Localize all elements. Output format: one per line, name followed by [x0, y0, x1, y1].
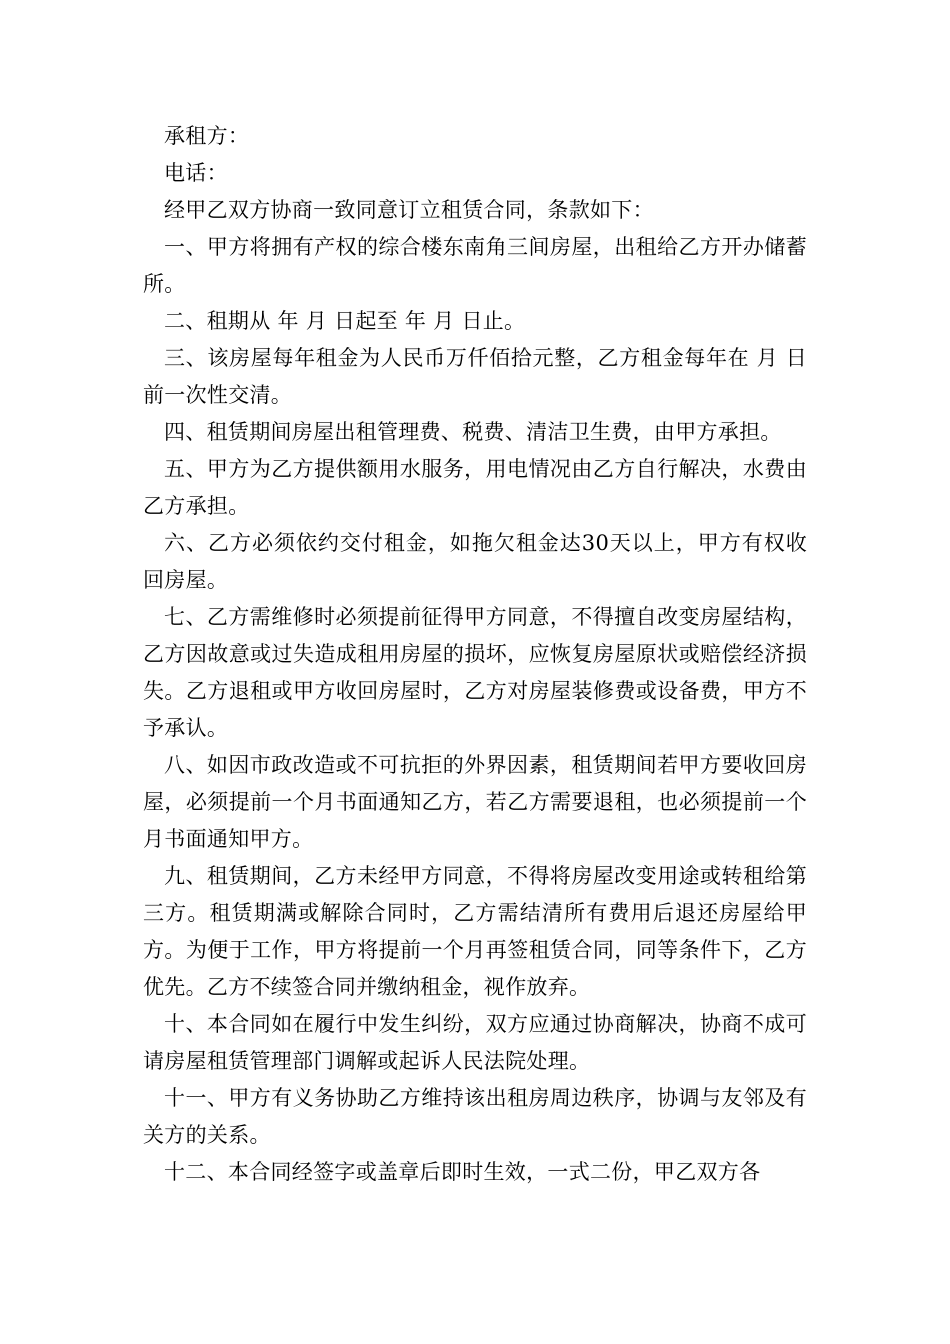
clause-12: 十二、本合同经签字或盖章后即时生效，一式二份，甲乙双方各: [164, 1160, 761, 1184]
clause-2: 二、租期从 年 月 日起至 年 月 日止。: [164, 309, 526, 333]
clause-8: 八、如因市政改造或不可抗拒的外界因素，租赁期间若甲方要收回房屋，必须提前一个月书面通知乙方，若乙方需要退租，也必须提前一个月书面通知甲方。: [143, 753, 807, 851]
phone-line: 电话：: [164, 161, 228, 185]
clause-3: 三、该房屋每年租金为人民币万仟佰拾元整，乙方租金每年在 月 日前一次性交清。: [143, 346, 807, 407]
clause-7: 七、乙方需维修时必须提前征得甲方同意，不得擅自改变房屋结构，乙方因故意或过失造成租用房屋的损坏，应恢复房屋原状或赔偿经济损失。乙方退租或甲方收回房屋时，乙方对房屋装修费或设备费，甲方不予承认。: [143, 605, 807, 740]
clause-6: 六、乙方必须依约交付租金，如拖欠租金达30天以上，甲方有权收回房屋。: [143, 531, 807, 592]
clause-1: 一、甲方将拥有产权的综合楼东南角三间房屋，出租给乙方开办储蓄所。: [143, 235, 807, 296]
clause-10: 十、本合同如在履行中发生纠纷，双方应通过协商解决，协商不成可请房屋租赁管理部门调解或起诉人民法院处理。: [143, 1012, 807, 1073]
clause-11: 十一、甲方有义务协助乙方维持该出租房周边秩序，协调与友邻及有关方的关系。: [143, 1086, 807, 1147]
intro-paragraph: 经甲乙双方协商一致同意订立租赁合同，条款如下：: [164, 198, 654, 222]
clause-9: 九、租赁期间，乙方未经甲方同意，不得将房屋改变用途或转租给第三方。租赁期满或解除合同时，乙方需结清所有费用后退还房屋给甲方。为便于工作，甲方将提前一个月再签租赁合同，同等条件下，乙方优先。乙方不续签合同并缴纳租金，视作放弃。: [143, 864, 807, 999]
document-body: [143, 118, 807, 1191]
clause-5: 五、甲方为乙方提供额用水服务，用电情况由乙方自行解决，水费由乙方承担。: [143, 457, 807, 518]
clause-4: 四、租赁期间房屋出租管理费、税费、清洁卫生费，由甲方承担。: [164, 420, 782, 444]
lessee-line: 承租方：: [164, 124, 250, 148]
